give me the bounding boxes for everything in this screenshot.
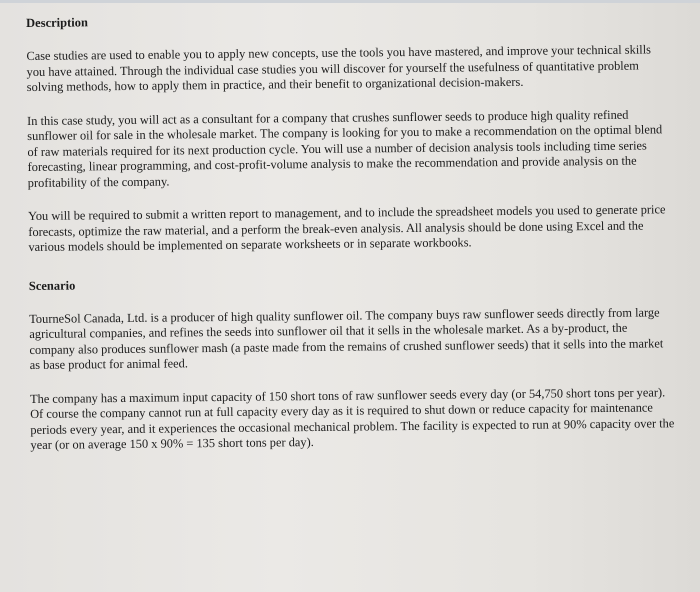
scenario-paragraph-1: TourneSol Canada, Ltd. is a producer of high quality sunflower oil. The company buys raw sunflower seeds directly from large agricultural companies, and refines the seeds into sunflower oil that it sells in the wholesale market. As a by-product, the company also produces sunflower mash (a paste made from the remains of crushed sunflower seeds) that it sells into the market as base product for animal feed. [29,304,664,372]
description-paragraph-1: Case studies are used to enable you to apply new concepts, use the tools you have mastered, and improve your technical skills you have attained. Through the individual case studies you will discover for yourself the usefulness of quantitative problem solving methods, how to apply them in practice, and their benefit to organizational decision-makers. [26,42,651,94]
scenario-heading: Scenario [28,277,76,293]
scenario-paragraph-2: The company has a maximum input capacity of 150 short tons of raw sunflower seeds every day (or 54,750 short tons per year). Of course the company cannot run at full capacity every day as it is required to shut down or reduce capacity for maintenance periods every year, and it experiences the occasional mechanical problem. The facility is expected to run at 90% capacity over the year (or on average 150 x 90% = 135 short tons per day). [29,384,675,452]
description-paragraph-2: In this case study, you will act as a consultant for a company that crushes sunflower seeds to produce high quality refined sunflower oil for sale in the wholesale market. The company is looking for you to make a recommendation on the optimal blend of raw materials required for its next production cycle. You will use a number of decision analysis tools including time series forecasting, linear programming, and cost-profit-volume analysis to make the recommendation and provide analysis on the profitability of the company. [27,107,663,190]
document-content [26,8,676,471]
description-paragraph-3: You will be required to submit a written report to management, and to include the spreadsheet models you used to generate price forecasts, optimize the raw material, and a perform the break-even analysis. All analysis should be done using Excel and the various models should be implemented on separate worksheets or in separate workbooks. [28,202,666,254]
description-heading: Description [26,15,88,30]
